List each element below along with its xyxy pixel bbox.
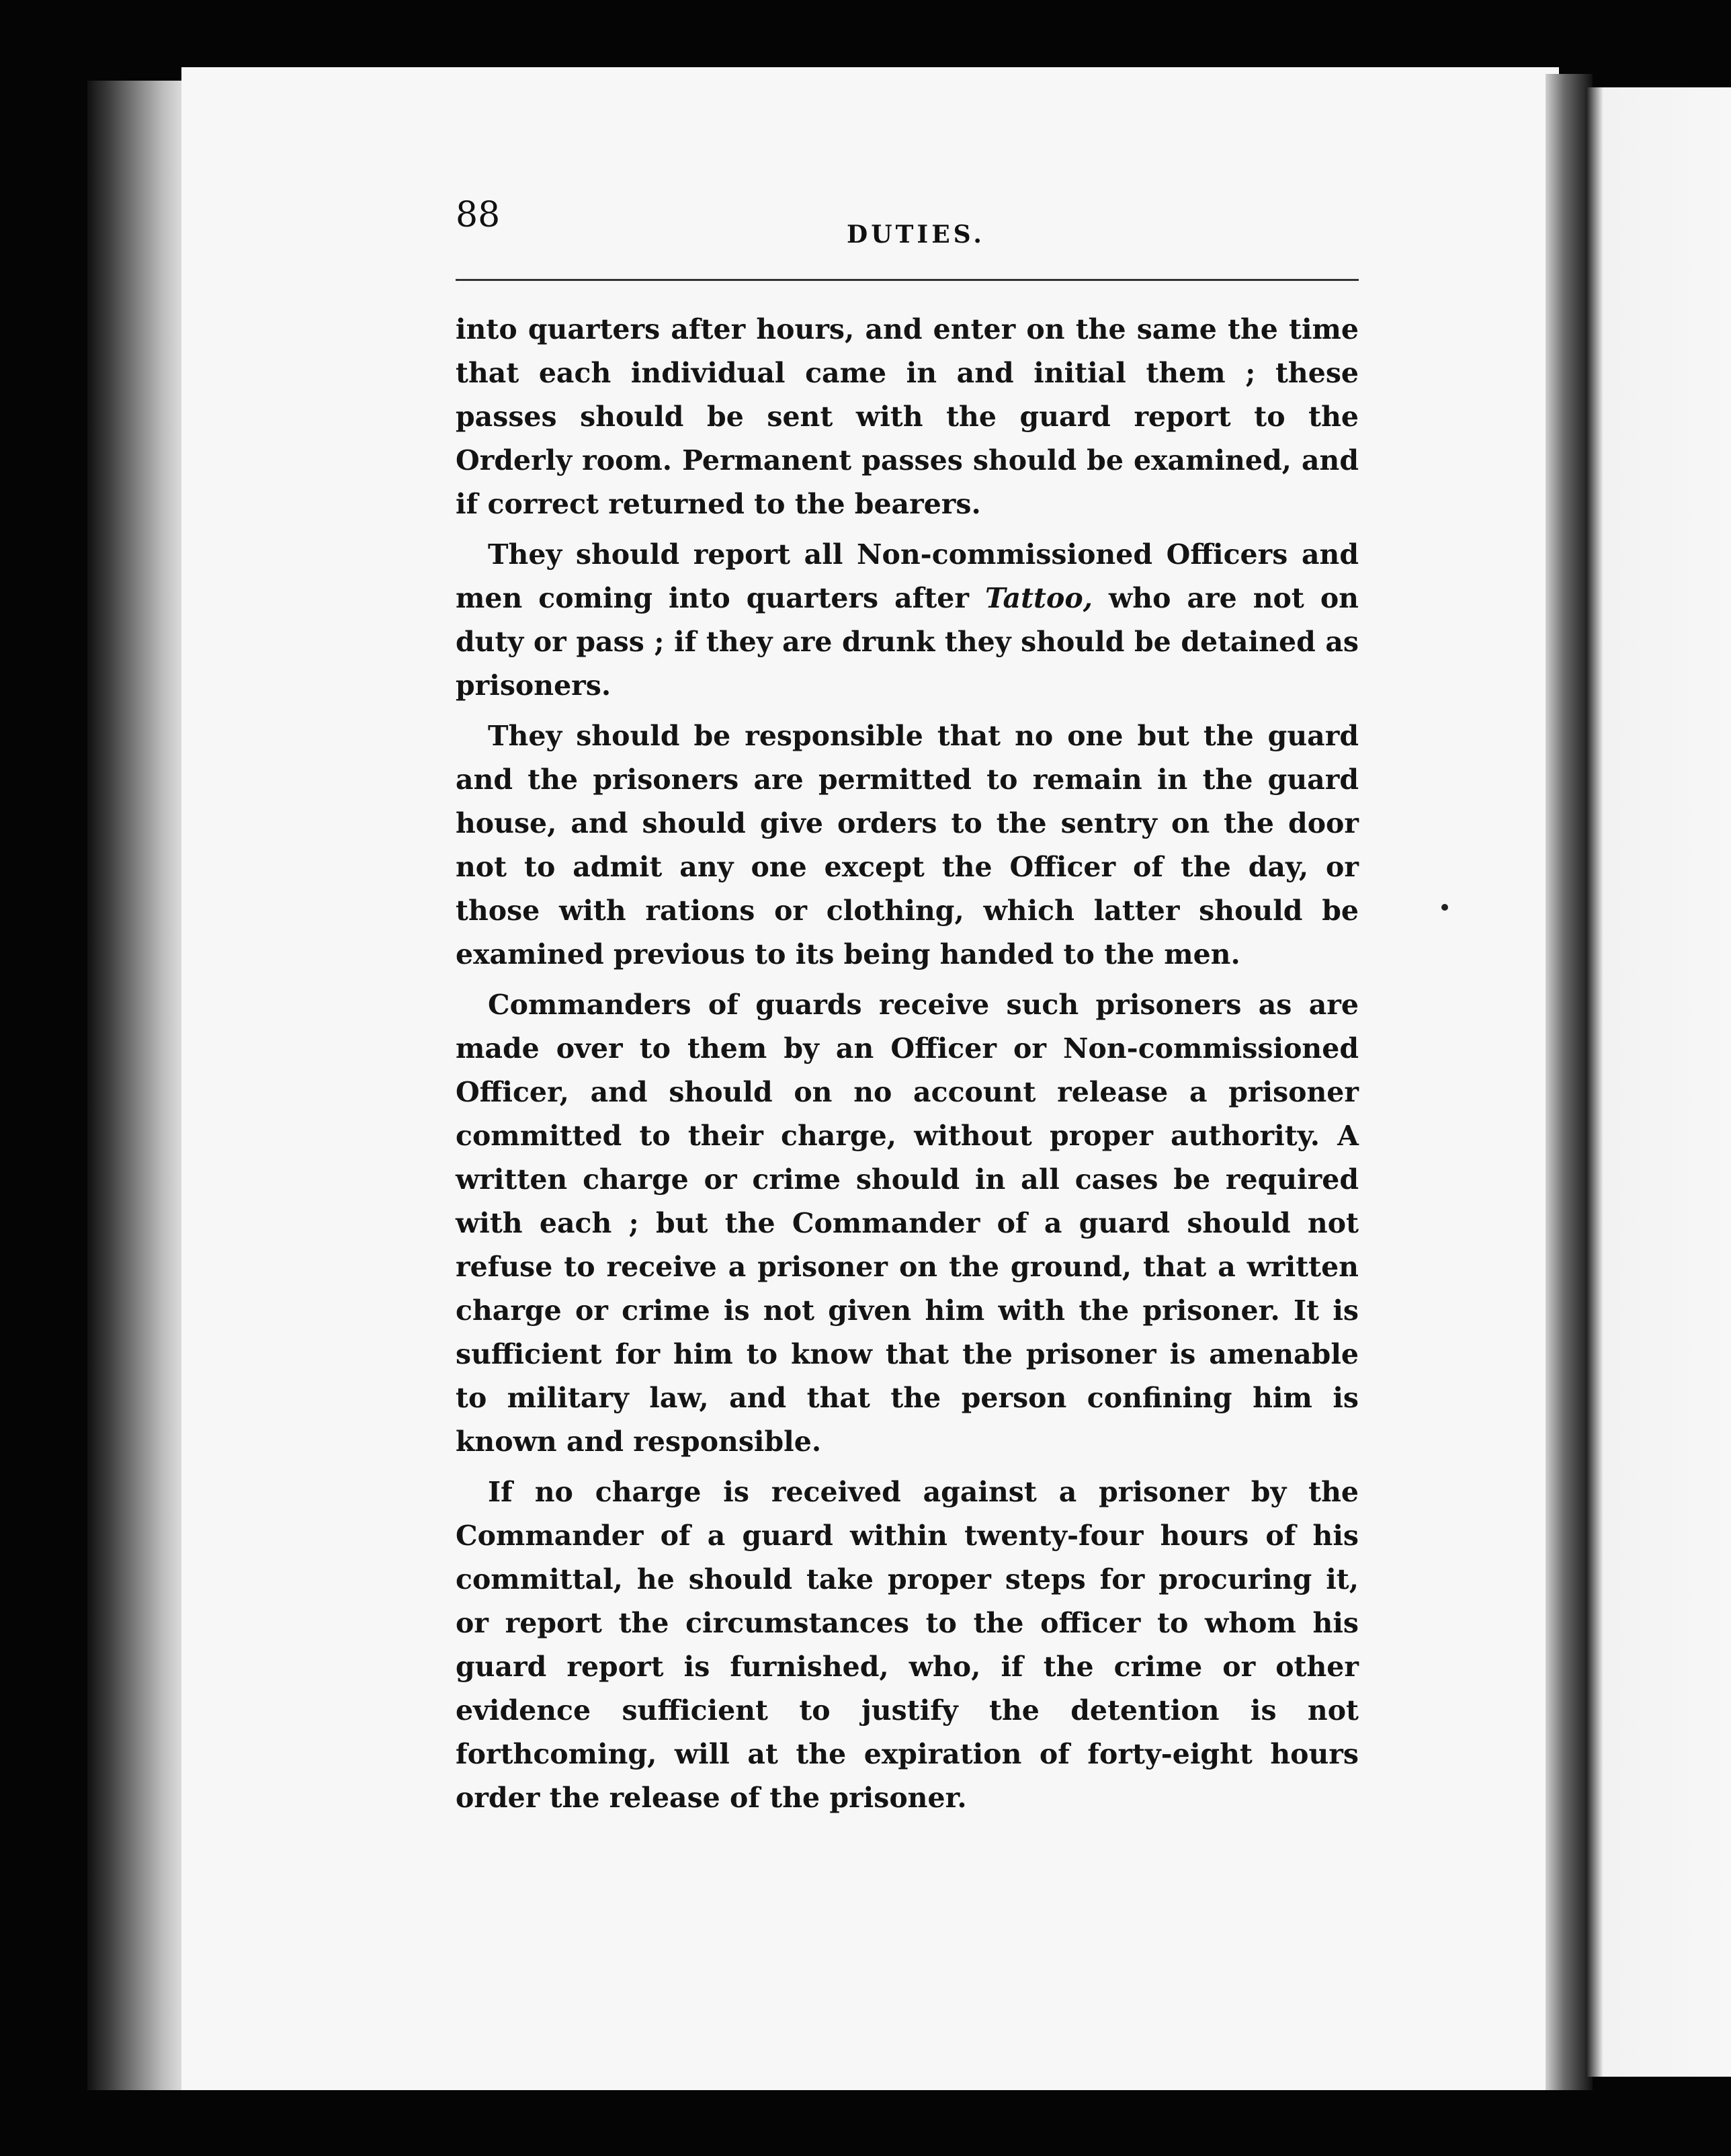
page-stack-edge	[87, 81, 188, 2090]
paragraph	[456, 533, 1359, 708]
page-header	[456, 195, 1359, 282]
paragraph-text: Commanders of guards receive such prisoners as are made over to them by an Officer or Non-commissioned Officer, and should on no account release a prisoner committed to their charge, without proper authority. A written charge or crime should in all cases be required with each ; but the Commander of a guard should not refuse to receive a prisoner on the ground, that a written charge or crime is not given him with the prisoner. It is sufficient for him to know that the prisoner is amenable to military law, and that the person confining him is known and responsible.	[456, 989, 1359, 1458]
running-head: DUTIES.	[847, 220, 985, 249]
paragraph	[456, 308, 1359, 526]
paragraph-text: who are not on duty or pass ; if they are drunk they should be detained as prisoners.	[456, 582, 1359, 702]
scan-speck	[1441, 904, 1448, 911]
paragraph-text: into quarters after hours, and enter on the same the time that each individual came in and initial them ; these passes should be sent with the guard report to the Orderly room. Permanent passes should be examined, and if correct returned to the bearers.	[456, 313, 1359, 520]
paragraph	[456, 983, 1359, 1464]
paragraph	[456, 714, 1359, 977]
paragraph-text: They should report all Non-commissioned Officers and men coming into quarters after	[456, 538, 1359, 614]
facing-page-edge	[1586, 87, 1731, 2077]
body-text	[456, 308, 1359, 1827]
page-number: 88	[456, 195, 501, 235]
italic-term: Tattoo,	[984, 582, 1093, 614]
header-rule	[456, 279, 1359, 281]
paragraph	[456, 1470, 1359, 1820]
paragraph-text: They should be responsible that no one but the guard and the prisoners are permitted to remain in the guard house, and should give orders to the sentry on the door not to admit any one except the Officer of the day, or those with rations or clothing, which latter should be examined previous to its being handed to the men.	[456, 720, 1359, 970]
paragraph-text: If no charge is received against a prisoner by the Commander of a guard within twenty-four hours of his committal, he should take proper steps for procuring it, or report the circumstances to the officer to whom his guard report is furnished, who, if the crime or other evidence sufficient to justify the detention is not forthcoming, will at the expiration of forty-eight hours order the release of the prisoner.	[456, 1476, 1359, 1814]
